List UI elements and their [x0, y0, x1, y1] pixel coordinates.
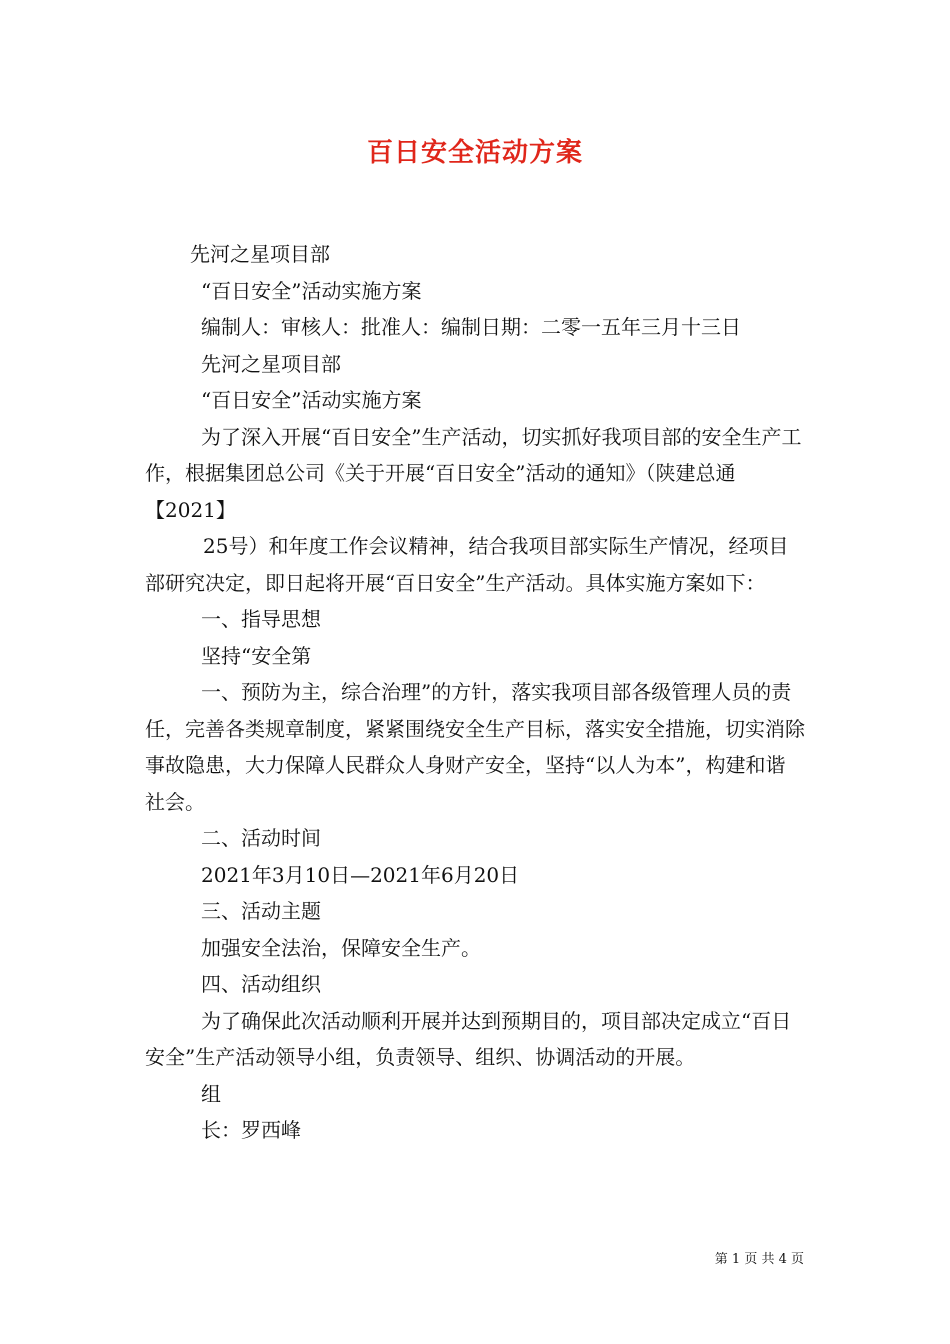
heading-activity-time: 二、活动时间 — [201, 826, 321, 850]
paragraph-intro: 为了深入开展“百日安全”生产活动，切实抓好我项目部的安全生产工作，根据集团总公司《关于开展“百日安全”活动的通知》（陕建总通【2021】 — [145, 424, 802, 522]
paragraph-theme: 加强安全法治，保障安全生产。 — [201, 935, 481, 960]
document-body — [145, 236, 805, 1149]
paragraph-dept-repeat: 先河之星项目部 — [201, 351, 341, 376]
paragraph-authors: 编制人：审核人：批准人：编制日期：二零一五年三月十三日 — [201, 315, 741, 339]
paragraph-adhere: 坚持“安全第 — [201, 643, 312, 668]
page-number: 第 1 页 共 4 页 — [714, 1252, 804, 1267]
paragraph-dept: 先河之星项目部 — [190, 242, 330, 266]
paragraph-plan-name: “百日安全”活动实施方案 — [201, 278, 422, 303]
heading-activity-organization: 四、活动组织 — [201, 972, 321, 996]
paragraph-organization: 为了确保此次活动顺利开展并达到预期目的，项目部决定成立“百日安全”生产活动领导小组，负责领导、组织、协调活动的开展。 — [145, 1008, 792, 1069]
paragraph-group: 组 — [201, 1081, 221, 1106]
heading-activity-theme: 三、活动主题 — [201, 899, 321, 923]
paragraph-dates: 2021年3月10日—2021年6月20日 — [201, 862, 520, 887]
paragraph-plan-name-repeat: “百日安全”活动实施方案 — [201, 388, 422, 412]
paragraph-principle: 一、预防为主，综合治理”的方针，落实我项目部各级管理人员的责任，完善各类规章制度，紧紧围绕安全生产目标，落实安全措施，切实消除事故隐患，大力保障人民群众人身财产安全，坚持“以人为本”，构建和谐社会。 — [145, 680, 805, 814]
paragraph-leader: 长：罗西峰 — [201, 1118, 301, 1142]
heading-guiding-idea: 一、指导思想 — [201, 607, 321, 631]
document-title: 百日安全活动方案 — [366, 138, 583, 168]
paragraph-intro-cont: 25号）和年度工作会议精神，结合我项目部实际生产情况，经项目部研究决定，即日起将开展“百日安全”生产活动。具体实施方案如下： — [145, 534, 789, 595]
